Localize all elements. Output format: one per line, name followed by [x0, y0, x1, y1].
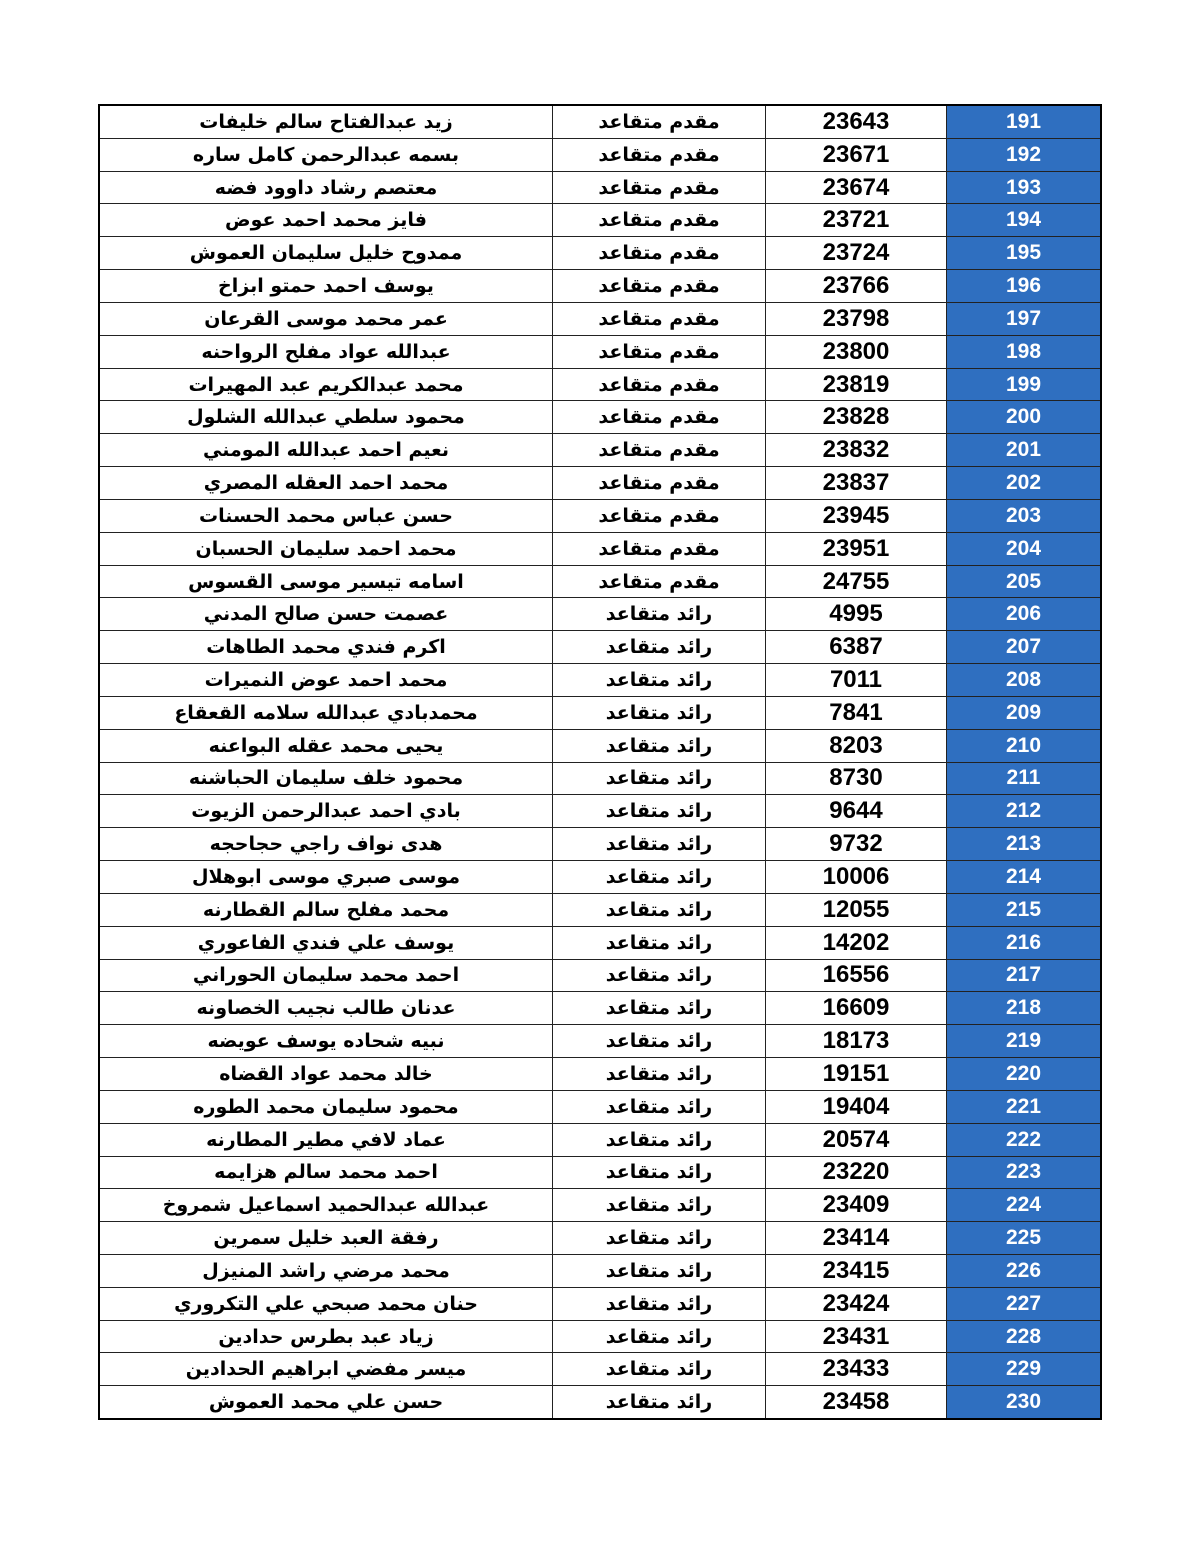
number-cell: 23414 — [766, 1222, 947, 1255]
name-cell: ميسر مفضي ابراهيم الحدادين — [99, 1353, 553, 1386]
name-cell: محمد عبدالكريم عبد المهيرات — [99, 368, 553, 401]
sequence-cell: 207 — [947, 631, 1102, 664]
number-cell: 23409 — [766, 1189, 947, 1222]
sequence-cell: 227 — [947, 1287, 1102, 1320]
sequence-cell: 208 — [947, 664, 1102, 697]
table-row — [99, 565, 1101, 598]
number-cell: 23832 — [766, 434, 947, 467]
sequence-cell: 221 — [947, 1090, 1102, 1123]
table-row — [99, 729, 1101, 762]
rank-cell: رائد متقاعد — [553, 1156, 766, 1189]
table-row — [99, 532, 1101, 565]
name-cell: يوسف علي فندي الفاعوري — [99, 926, 553, 959]
rank-cell: رائد متقاعد — [553, 1189, 766, 1222]
rank-cell: مقدم متقاعد — [553, 335, 766, 368]
table-row — [99, 105, 1101, 138]
table-row — [99, 795, 1101, 828]
rank-cell: مقدم متقاعد — [553, 401, 766, 434]
table-row — [99, 1058, 1101, 1091]
sequence-cell: 217 — [947, 959, 1102, 992]
number-cell: 23424 — [766, 1287, 947, 1320]
rank-cell: مقدم متقاعد — [553, 302, 766, 335]
name-cell: عبدالله عواد مفلح الرواحنه — [99, 335, 553, 368]
number-cell: 18173 — [766, 1025, 947, 1058]
number-cell: 23828 — [766, 401, 947, 434]
rank-cell: رائد متقاعد — [553, 1222, 766, 1255]
name-cell: خالد محمد عواد القضاه — [99, 1058, 553, 1091]
number-cell: 23674 — [766, 171, 947, 204]
number-cell: 23415 — [766, 1254, 947, 1287]
number-cell: 23643 — [766, 105, 947, 138]
number-cell: 23431 — [766, 1320, 947, 1353]
table-row — [99, 270, 1101, 303]
sequence-cell: 202 — [947, 467, 1102, 500]
sequence-cell: 220 — [947, 1058, 1102, 1091]
name-cell: عدنان طالب نجيب الخصاونه — [99, 992, 553, 1025]
number-cell: 7841 — [766, 696, 947, 729]
number-cell: 7011 — [766, 664, 947, 697]
name-cell: موسى صبري موسى ابوهلال — [99, 861, 553, 894]
table-row — [99, 1353, 1101, 1386]
sequence-cell: 192 — [947, 138, 1102, 171]
rank-cell: رائد متقاعد — [553, 598, 766, 631]
rank-cell: رائد متقاعد — [553, 664, 766, 697]
table-row — [99, 171, 1101, 204]
name-cell: نعيم احمد عبدالله المومني — [99, 434, 553, 467]
number-cell: 23458 — [766, 1386, 947, 1419]
sequence-cell: 211 — [947, 762, 1102, 795]
name-cell: محمد احمد العقله المصري — [99, 467, 553, 500]
number-cell: 4995 — [766, 598, 947, 631]
name-cell: عصمت حسن صالح المدني — [99, 598, 553, 631]
sequence-cell: 213 — [947, 828, 1102, 861]
table-row — [99, 1386, 1101, 1419]
number-cell: 24755 — [766, 565, 947, 598]
name-cell: محمدبادي عبدالله سلامه القعقاع — [99, 696, 553, 729]
number-cell: 23800 — [766, 335, 947, 368]
rank-cell: رائد متقاعد — [553, 795, 766, 828]
number-cell: 23724 — [766, 237, 947, 270]
number-cell: 14202 — [766, 926, 947, 959]
number-cell: 23951 — [766, 532, 947, 565]
sequence-cell: 215 — [947, 893, 1102, 926]
rank-cell: مقدم متقاعد — [553, 467, 766, 500]
name-cell: ممدوح خليل سليمان العموش — [99, 237, 553, 270]
name-cell: حسن علي محمد العموش — [99, 1386, 553, 1419]
rank-cell: مقدم متقاعد — [553, 499, 766, 532]
rank-cell: مقدم متقاعد — [553, 237, 766, 270]
sequence-cell: 216 — [947, 926, 1102, 959]
sequence-cell: 203 — [947, 499, 1102, 532]
number-cell: 12055 — [766, 893, 947, 926]
sequence-cell: 209 — [947, 696, 1102, 729]
name-cell: معتصم رشاد داوود فضه — [99, 171, 553, 204]
sequence-cell: 194 — [947, 204, 1102, 237]
table-row — [99, 1254, 1101, 1287]
number-cell: 19404 — [766, 1090, 947, 1123]
name-cell: محمد احمد سليمان الحسبان — [99, 532, 553, 565]
sequence-cell: 222 — [947, 1123, 1102, 1156]
table-row — [99, 959, 1101, 992]
table-row — [99, 138, 1101, 171]
rank-cell: رائد متقاعد — [553, 926, 766, 959]
table-row — [99, 1025, 1101, 1058]
sequence-cell: 212 — [947, 795, 1102, 828]
table-row — [99, 237, 1101, 270]
rank-cell: رائد متقاعد — [553, 992, 766, 1025]
sequence-cell: 228 — [947, 1320, 1102, 1353]
name-cell: حنان محمد صبحي علي التكروري — [99, 1287, 553, 1320]
rank-cell: رائد متقاعد — [553, 1353, 766, 1386]
number-cell: 9644 — [766, 795, 947, 828]
name-cell: زيد عبدالفتاح سالم خليفات — [99, 105, 553, 138]
table-row — [99, 499, 1101, 532]
sequence-cell: 226 — [947, 1254, 1102, 1287]
table-row — [99, 992, 1101, 1025]
name-cell: يحيى محمد عقله البواعنه — [99, 729, 553, 762]
table-row — [99, 1287, 1101, 1320]
rank-cell: مقدم متقاعد — [553, 270, 766, 303]
name-cell: محمود سلطي عبدالله الشلول — [99, 401, 553, 434]
rank-cell: رائد متقاعد — [553, 631, 766, 664]
rank-cell: رائد متقاعد — [553, 861, 766, 894]
rank-cell: رائد متقاعد — [553, 729, 766, 762]
number-cell: 8203 — [766, 729, 947, 762]
number-cell: 23721 — [766, 204, 947, 237]
rank-cell: مقدم متقاعد — [553, 138, 766, 171]
sequence-cell: 218 — [947, 992, 1102, 1025]
name-cell: عماد لافي مطير المطارنه — [99, 1123, 553, 1156]
number-cell: 9732 — [766, 828, 947, 861]
number-cell: 23671 — [766, 138, 947, 171]
name-cell: بادي احمد عبدالرحمن الزيوت — [99, 795, 553, 828]
number-cell: 23798 — [766, 302, 947, 335]
rank-cell: مقدم متقاعد — [553, 368, 766, 401]
name-cell: هدى نواف راجي حجاحجه — [99, 828, 553, 861]
name-cell: اكرم فندي محمد الطاهات — [99, 631, 553, 664]
table-row — [99, 828, 1101, 861]
number-cell: 8730 — [766, 762, 947, 795]
sequence-cell: 197 — [947, 302, 1102, 335]
sequence-cell: 198 — [947, 335, 1102, 368]
table-row — [99, 1156, 1101, 1189]
table-row — [99, 434, 1101, 467]
table-row — [99, 368, 1101, 401]
roster-body — [99, 105, 1101, 1419]
number-cell: 23766 — [766, 270, 947, 303]
name-cell: احمد محمد سليمان الحوراني — [99, 959, 553, 992]
sequence-cell: 206 — [947, 598, 1102, 631]
name-cell: عبدالله عبدالحميد اسماعيل شمروخ — [99, 1189, 553, 1222]
number-cell: 23220 — [766, 1156, 947, 1189]
name-cell: محمد مرضي راشد المنيزل — [99, 1254, 553, 1287]
table-row — [99, 696, 1101, 729]
table-row — [99, 861, 1101, 894]
table-row — [99, 1123, 1101, 1156]
number-cell: 19151 — [766, 1058, 947, 1091]
sequence-cell: 224 — [947, 1189, 1102, 1222]
rank-cell: رائد متقاعد — [553, 1025, 766, 1058]
number-cell: 23837 — [766, 467, 947, 500]
sequence-cell: 193 — [947, 171, 1102, 204]
rank-cell: مقدم متقاعد — [553, 565, 766, 598]
name-cell: محمود سليمان محمد الطوره — [99, 1090, 553, 1123]
sequence-cell: 200 — [947, 401, 1102, 434]
sequence-cell: 210 — [947, 729, 1102, 762]
name-cell: يوسف احمد حمتو ابزاخ — [99, 270, 553, 303]
sequence-cell: 196 — [947, 270, 1102, 303]
rank-cell: رائد متقاعد — [553, 893, 766, 926]
table-row — [99, 664, 1101, 697]
rank-cell: رائد متقاعد — [553, 1254, 766, 1287]
sequence-cell: 230 — [947, 1386, 1102, 1419]
name-cell: اسامه تيسير موسى القسوس — [99, 565, 553, 598]
table-row — [99, 926, 1101, 959]
rank-cell: رائد متقاعد — [553, 1287, 766, 1320]
rank-cell: رائد متقاعد — [553, 1123, 766, 1156]
rank-cell: رائد متقاعد — [553, 828, 766, 861]
sequence-cell: 191 — [947, 105, 1102, 138]
rank-cell: مقدم متقاعد — [553, 171, 766, 204]
name-cell: زياد عبد بطرس حدادين — [99, 1320, 553, 1353]
name-cell: رفقة العبد خليل سمرين — [99, 1222, 553, 1255]
name-cell: حسن عباس محمد الحسنات — [99, 499, 553, 532]
name-cell: نبيه شحاده يوسف عويضه — [99, 1025, 553, 1058]
table-row — [99, 1189, 1101, 1222]
sequence-cell: 225 — [947, 1222, 1102, 1255]
rank-cell: رائد متقاعد — [553, 959, 766, 992]
table-row — [99, 762, 1101, 795]
table-row — [99, 302, 1101, 335]
number-cell: 10006 — [766, 861, 947, 894]
number-cell: 6387 — [766, 631, 947, 664]
sequence-cell: 201 — [947, 434, 1102, 467]
name-cell: محمود خلف سليمان الحباشنه — [99, 762, 553, 795]
number-cell: 23433 — [766, 1353, 947, 1386]
table-row — [99, 1090, 1101, 1123]
table-row — [99, 335, 1101, 368]
rank-cell: رائد متقاعد — [553, 696, 766, 729]
number-cell: 16609 — [766, 992, 947, 1025]
number-cell: 16556 — [766, 959, 947, 992]
rank-cell: رائد متقاعد — [553, 762, 766, 795]
table-row — [99, 1222, 1101, 1255]
sequence-cell: 229 — [947, 1353, 1102, 1386]
rank-cell: رائد متقاعد — [553, 1058, 766, 1091]
name-cell: محمد احمد عوض النميرات — [99, 664, 553, 697]
rank-cell: مقدم متقاعد — [553, 105, 766, 138]
number-cell: 20574 — [766, 1123, 947, 1156]
sequence-cell: 214 — [947, 861, 1102, 894]
sequence-cell: 199 — [947, 368, 1102, 401]
table-row — [99, 1320, 1101, 1353]
name-cell: احمد محمد سالم هزايمه — [99, 1156, 553, 1189]
rank-cell: رائد متقاعد — [553, 1320, 766, 1353]
roster-table — [98, 104, 1102, 1420]
table-row — [99, 204, 1101, 237]
rank-cell: مقدم متقاعد — [553, 204, 766, 237]
name-cell: محمد مفلح سالم القطارنه — [99, 893, 553, 926]
number-cell: 23819 — [766, 368, 947, 401]
rank-cell: رائد متقاعد — [553, 1386, 766, 1419]
name-cell: فايز محمد احمد عوض — [99, 204, 553, 237]
table-row — [99, 467, 1101, 500]
sequence-cell: 195 — [947, 237, 1102, 270]
sequence-cell: 204 — [947, 532, 1102, 565]
sequence-cell: 205 — [947, 565, 1102, 598]
name-cell: عمر محمد موسى القرعان — [99, 302, 553, 335]
sequence-cell: 223 — [947, 1156, 1102, 1189]
table-row — [99, 598, 1101, 631]
rank-cell: مقدم متقاعد — [553, 532, 766, 565]
number-cell: 23945 — [766, 499, 947, 532]
name-cell: بسمه عبدالرحمن كامل ساره — [99, 138, 553, 171]
rank-cell: رائد متقاعد — [553, 1090, 766, 1123]
table-row — [99, 631, 1101, 664]
table-row — [99, 401, 1101, 434]
rank-cell: مقدم متقاعد — [553, 434, 766, 467]
table-row — [99, 893, 1101, 926]
sequence-cell: 219 — [947, 1025, 1102, 1058]
